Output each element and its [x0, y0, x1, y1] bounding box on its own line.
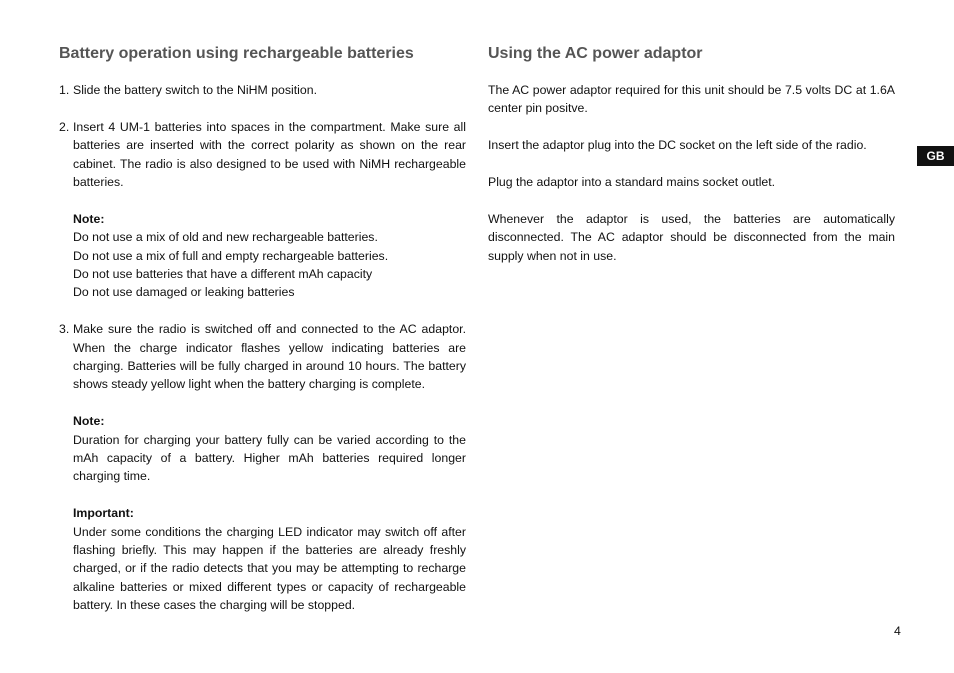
ac-paragraph: Whenever the adaptor is used, the batteries are automatically disconnected. The AC adaptor should be disconnected from the main supply when not in use.: [488, 211, 895, 263]
note-1: [59, 210, 466, 302]
note-1-line: Do not use batteries that have a different mAh capacity: [73, 267, 373, 282]
note-2-heading: Note:: [73, 414, 105, 429]
step-3-text: Make sure the radio is switched off and connected to the AC adaptor. When the charge indicator flashes yellow indicating batteries are charging. Batteries will be fully charged in around 10 hours. The battery shows steady yellow light when the battery charging is complete.: [73, 322, 466, 392]
important-note: [59, 504, 466, 614]
step-1-text: Slide the battery switch to the NiHM position.: [73, 83, 317, 97]
important-text: Under some conditions the charging LED indicator may switch off after flashing briefly. This may happen if the batteries are already freshly charged, or if the radio detects that you may be attempting to recharge alkaline batteries or mixed different types or capacity of rechargeable battery. In these cases the charging will be stopped.: [73, 524, 466, 613]
step-2-number: 2.: [59, 119, 70, 134]
step-3-number: 3.: [59, 322, 70, 337]
ac-paragraph: The AC power adaptor required for this unit should be 7.5 volts DC at 1.6A center pin positve.: [488, 83, 895, 116]
step-1: [59, 81, 466, 99]
important-heading: Important:: [73, 506, 134, 521]
left-column: [59, 44, 466, 615]
note-1-line: Do not use a mix of old and new rechargeable batteries.: [73, 230, 378, 245]
note-1-line: Do not use a mix of full and empty rechargeable batteries.: [73, 248, 389, 263]
right-column: [488, 44, 895, 265]
ac-paragraph: Insert the adaptor plug into the DC socket on the left side of the radio.: [488, 138, 867, 153]
step-1-number: 1.: [59, 83, 70, 97]
note-2: [59, 412, 466, 486]
left-heading: Battery operation using rechargeable batteries: [59, 45, 414, 62]
note-1-line: Do not use damaged or leaking batteries: [73, 285, 295, 300]
step-2: [59, 118, 466, 192]
note-2-text: Duration for charging your battery fully can be varied according to the mAh capacity of a battery. Higher mAh batteries required longer charging time.: [73, 432, 466, 484]
right-heading: Using the AC power adaptor: [488, 45, 703, 62]
ac-paragraph: Plug the adaptor into a standard mains socket outlet.: [488, 175, 776, 189]
step-3: [59, 320, 466, 394]
language-badge: GB: [917, 146, 954, 166]
note-1-heading: Note:: [73, 211, 105, 226]
step-2-text: Insert 4 UM-1 batteries into spaces in the compartment. Make sure all batteries are inserted with the correct polarity as shown on the rear cabinet. The radio is also designed to be used with NiMH rechargeable batteries.: [73, 119, 466, 190]
page-number: 4: [894, 624, 901, 638]
